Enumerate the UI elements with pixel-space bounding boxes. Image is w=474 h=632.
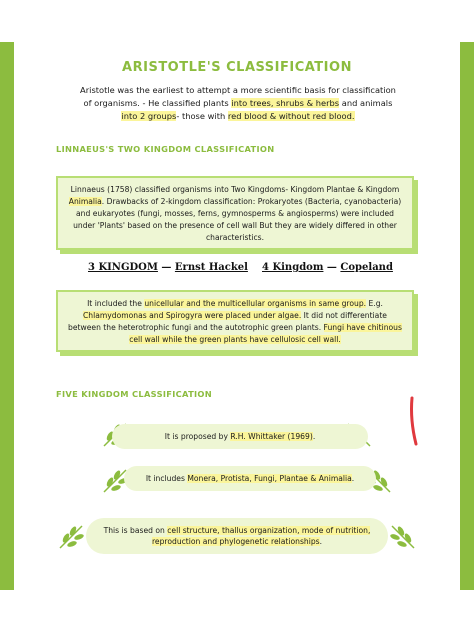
intro-text-3: - those with xyxy=(176,111,228,121)
three-kingdom-note: 3 KINGDOM — Ernst Hackel xyxy=(88,262,248,273)
linnaeus-box-text-1: Linnaeus (1758) classified organisms into Two Kingdoms- Kingdom Plantae & Kingdom xyxy=(70,185,400,194)
drawbacks-highlight-3: Fungi have chitinous cell wall while the green plants have cellulosic cell wall. xyxy=(129,323,402,344)
leaf-sprig-icon xyxy=(388,522,418,552)
intro-highlight-3: red blood & without red blood. xyxy=(227,111,355,121)
three-kingdom-label: 3 KINGDOM xyxy=(88,262,158,273)
drawbacks-box xyxy=(56,290,414,352)
linnaeus-heading: LINNAEUS'S TWO KINGDOM CLASSIFICATION xyxy=(56,144,275,154)
intro-paragraph xyxy=(80,84,396,123)
four-kingdom-label: 4 Kingdom xyxy=(262,262,324,273)
intro-highlight-2: into 2 groups xyxy=(121,111,177,121)
red-pen-mark-icon xyxy=(406,396,422,448)
whittaker-text-2: . xyxy=(312,432,316,441)
whittaker-text-1: It is proposed by xyxy=(164,432,231,441)
whittaker-pill xyxy=(112,424,368,449)
kingdoms-highlight: Monera, Protista, Fungi, Plantae & Animalia xyxy=(187,474,352,483)
linnaeus-box xyxy=(56,176,414,250)
five-kingdom-heading: FIVE KINGDOM CLASSIFICATION xyxy=(56,389,213,399)
basis-text-1: This is based on xyxy=(103,526,168,535)
linnaeus-box-highlight: Animalia xyxy=(68,197,102,206)
basis-text-2: . xyxy=(319,537,323,546)
kingdoms-text-2: . xyxy=(351,474,355,483)
leaf-sprig-icon xyxy=(56,522,86,552)
three-kingdom-name: Ernst Hackel xyxy=(174,262,248,273)
intro-text-1: Aristotle was the earliest to attempt a more scientific basis for classification of organisms. - He classified plants xyxy=(80,85,396,108)
drawbacks-highlight-1: unicellular and the multicellular organisms in same group. xyxy=(144,299,367,308)
right-border-bar xyxy=(460,42,474,590)
page-title: ARISTOTLE'S CLASSIFICATION xyxy=(122,60,352,75)
linnaeus-box-text-2: . Drawbacks of 2-kingdom classification: Prokaryotes (Bacteria, cyanobacteria) and eukaryotes (fungi, mosses, ferns, gymnosperms & angiosperms) were included under 'Plants' based on the presence of cell wall But they are widely differed in other characteristics. xyxy=(73,197,402,242)
intro-highlight-1: into trees, shrubs & herbs xyxy=(231,98,340,108)
drawbacks-text-2: E.g. xyxy=(366,299,383,308)
basis-highlight: cell structure, thallus organization, mode of nutrition, reproduction and phylogenetic relationships xyxy=(151,526,371,546)
four-kingdom-name: Copeland xyxy=(340,262,393,273)
drawbacks-highlight-2: Chlamydomonas and Spirogyra were placed under algae. xyxy=(83,311,302,320)
four-kingdom-note: 4 Kingdom — Copeland xyxy=(262,262,393,273)
drawbacks-text-3: It did not differentiate between the heterotrophic fungi and the autotrophic green plants. xyxy=(68,311,387,332)
basis-pill xyxy=(86,518,388,554)
kingdoms-pill xyxy=(124,466,376,491)
intro-text-2: and animals xyxy=(339,98,393,108)
drawbacks-text-1: It included the xyxy=(87,299,145,308)
whittaker-highlight: R.H. Whittaker (1969) xyxy=(230,432,313,441)
kingdoms-text-1: It includes xyxy=(145,474,188,483)
left-border-bar xyxy=(0,42,14,590)
